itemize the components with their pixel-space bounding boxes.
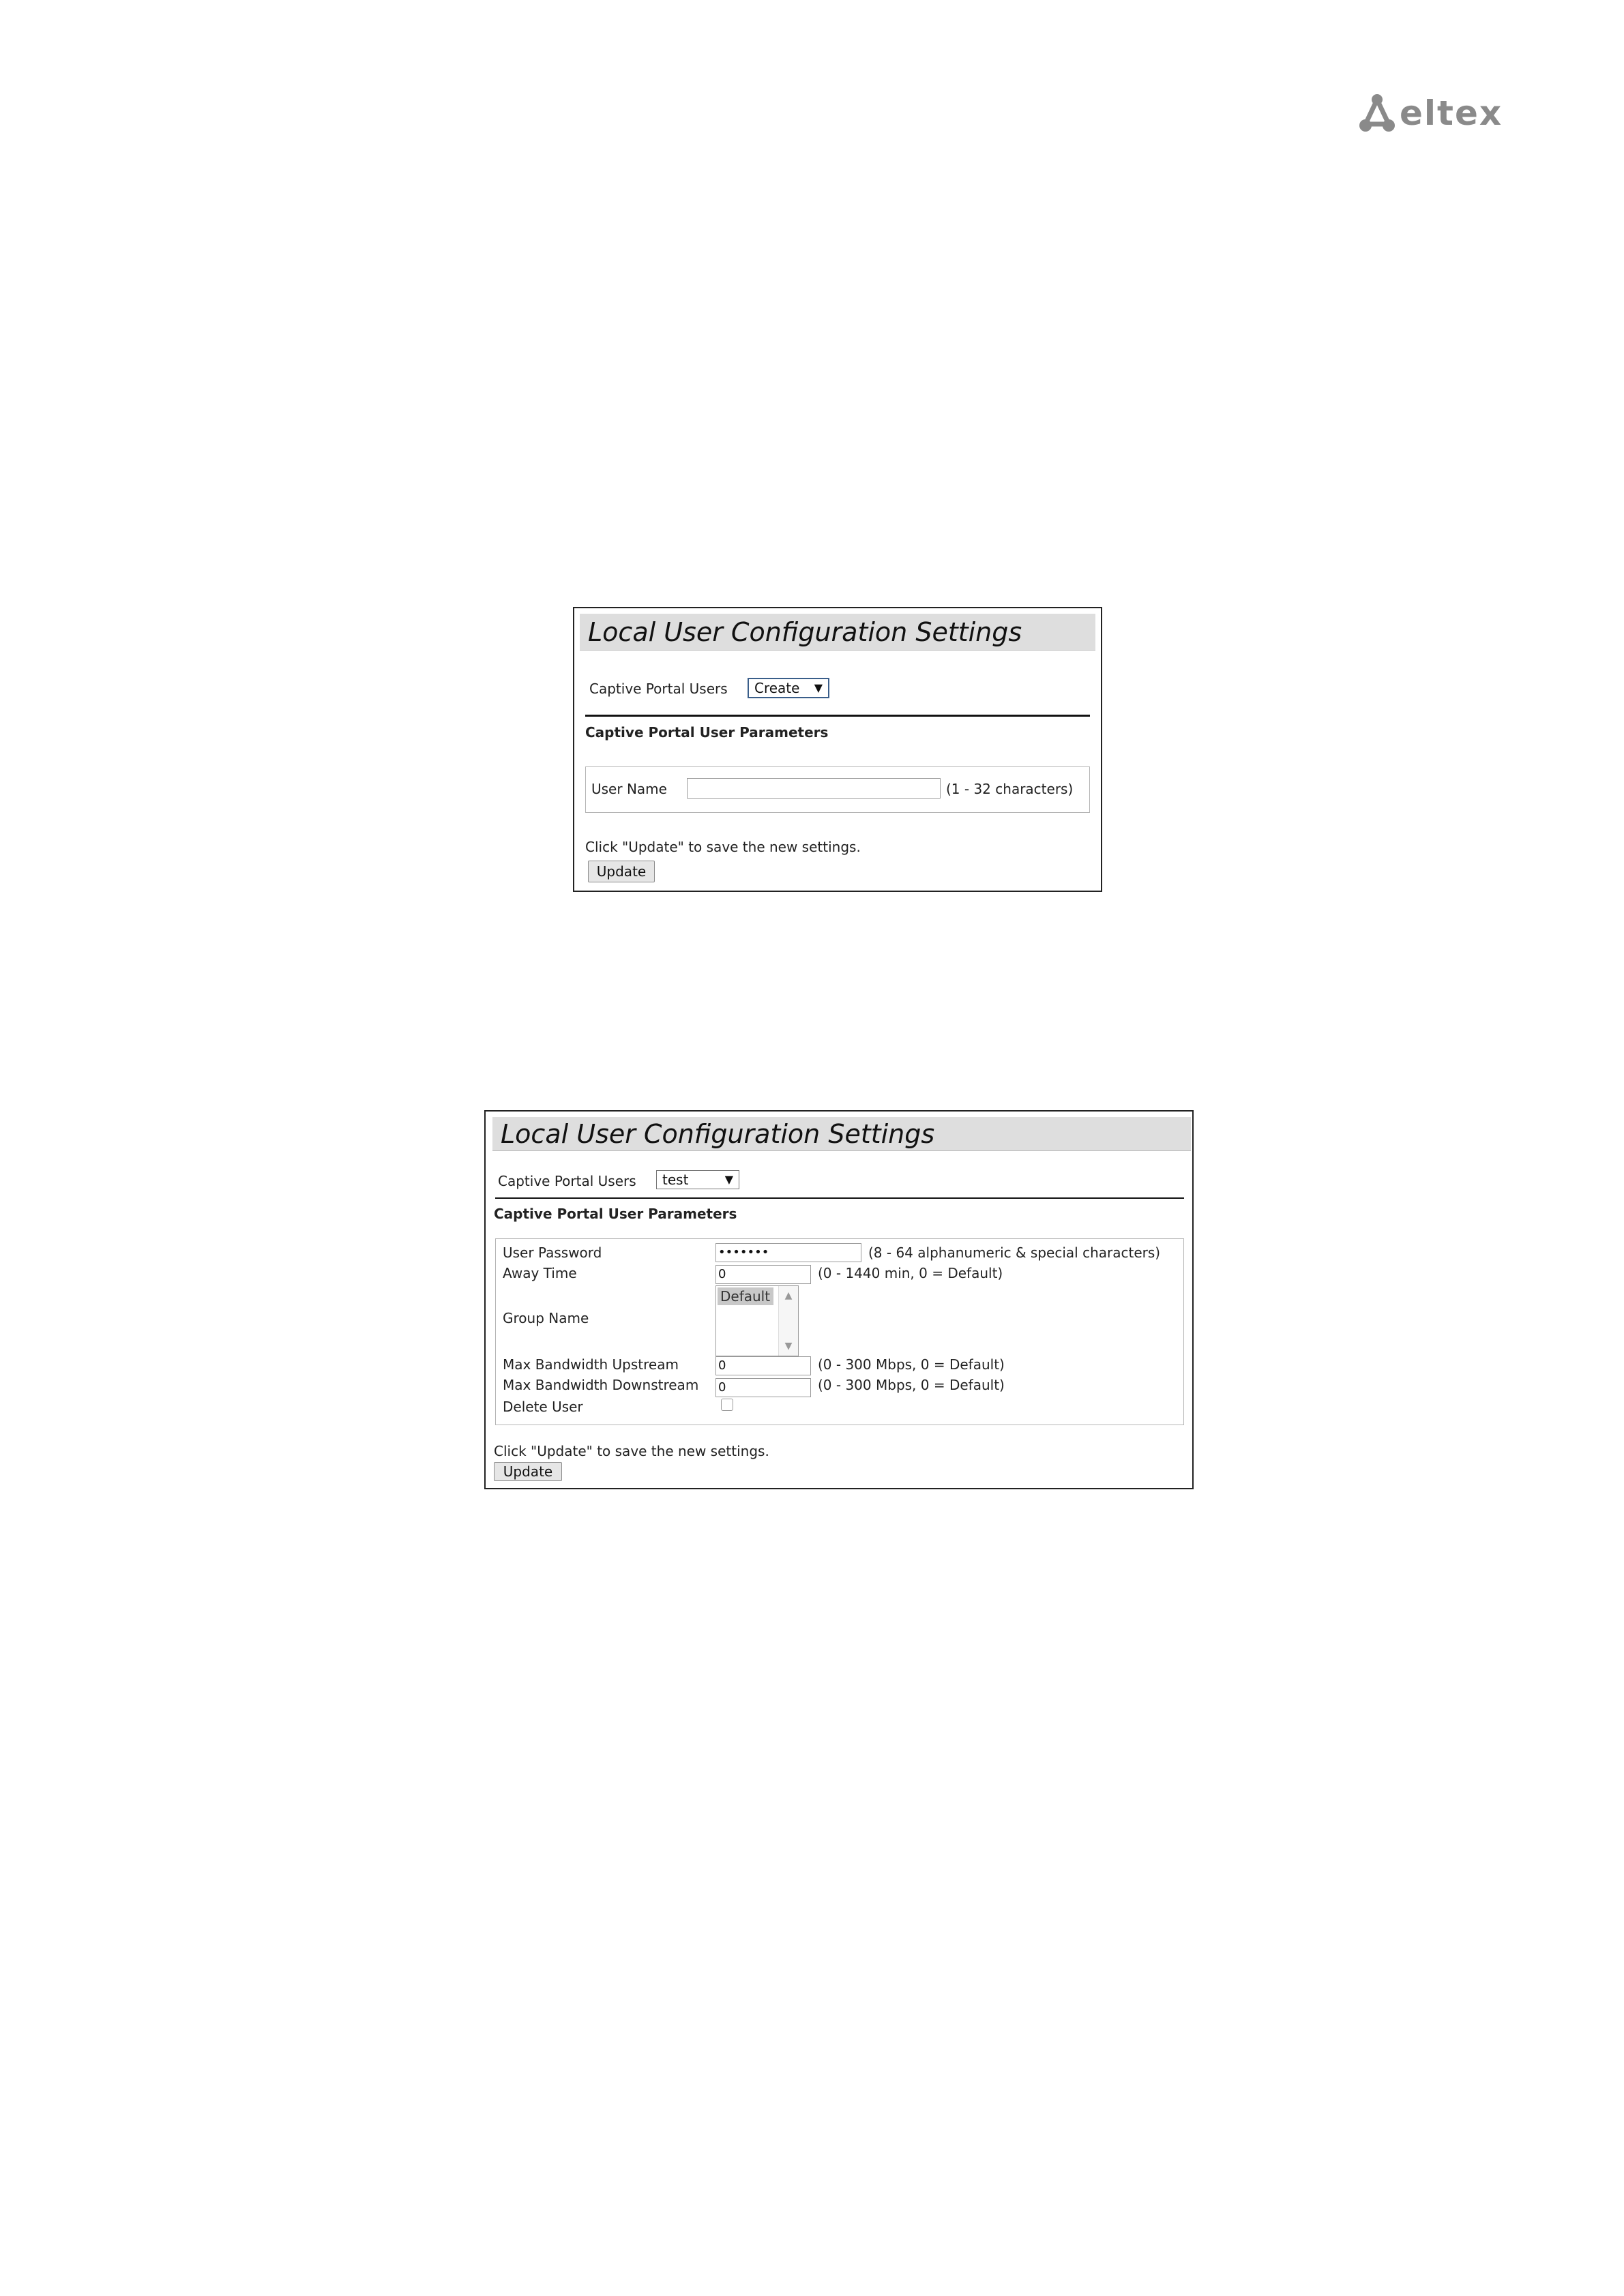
- update-button[interactable]: Update: [588, 861, 655, 882]
- captive-portal-users-select[interactable]: [656, 1170, 739, 1189]
- max-bandwidth-upstream-hint: (0 - 300 Mbps, 0 = Default): [818, 1356, 1005, 1373]
- scroll-down-icon[interactable]: ▼: [784, 1341, 793, 1352]
- max-bandwidth-downstream-label: Max Bandwidth Downstream: [503, 1377, 699, 1393]
- update-button[interactable]: Update: [494, 1462, 562, 1481]
- local-user-config-panel-edit: [484, 1110, 1194, 1489]
- max-bandwidth-upstream-input[interactable]: 0: [715, 1356, 811, 1375]
- eltex-logo: [1357, 93, 1503, 134]
- section-title: Captive Portal User Parameters: [585, 724, 829, 741]
- group-name-listbox[interactable]: [715, 1285, 799, 1356]
- user-password-label: User Password: [503, 1244, 602, 1261]
- captive-portal-users-select[interactable]: [748, 678, 829, 698]
- user-params-fieldset: [495, 1238, 1184, 1425]
- selected-value: Create: [754, 680, 800, 696]
- chevron-down-icon: ▼: [724, 1173, 733, 1186]
- user-name-hint: (1 - 32 characters): [946, 781, 1074, 797]
- group-name-label: Group Name: [503, 1310, 589, 1326]
- max-bandwidth-downstream-hint: (0 - 300 Mbps, 0 = Default): [818, 1377, 1005, 1393]
- captive-portal-users-label: Captive Portal Users: [589, 681, 728, 697]
- group-option-default[interactable]: Default: [718, 1287, 773, 1305]
- user-password-input[interactable]: •••••••: [715, 1243, 861, 1262]
- captive-portal-users-label: Captive Portal Users: [498, 1173, 636, 1189]
- section-title: Captive Portal User Parameters: [494, 1206, 737, 1222]
- local-user-config-panel-create: [573, 607, 1102, 892]
- max-bandwidth-upstream-label: Max Bandwidth Upstream: [503, 1356, 679, 1373]
- eltex-logo-icon: [1357, 93, 1397, 134]
- listbox-scrollbar[interactable]: [778, 1286, 798, 1356]
- away-time-input[interactable]: 0: [715, 1265, 811, 1284]
- save-hint: Click "Update" to save the new settings.: [585, 839, 861, 855]
- panel-title: Local User Configuration Settings: [492, 1117, 1191, 1151]
- delete-user-label: Delete User: [503, 1399, 583, 1415]
- away-time-label: Away Time: [503, 1265, 577, 1281]
- user-password-hint: (8 - 64 alphanumeric & special characters): [868, 1244, 1161, 1261]
- max-bandwidth-downstream-input[interactable]: 0: [715, 1378, 811, 1397]
- away-time-hint: (0 - 1440 min, 0 = Default): [818, 1265, 1003, 1281]
- save-hint: Click "Update" to save the new settings.: [494, 1443, 769, 1459]
- panel-title: Local User Configuration Settings: [580, 614, 1095, 651]
- user-name-label: User Name: [591, 781, 667, 797]
- selected-value: test: [662, 1172, 689, 1188]
- logo-text: eltex: [1400, 93, 1503, 133]
- delete-user-checkbox[interactable]: [721, 1399, 733, 1411]
- user-name-input[interactable]: [687, 778, 941, 799]
- divider: [495, 1197, 1184, 1199]
- scroll-up-icon[interactable]: ▲: [784, 1290, 793, 1301]
- user-params-fieldset: [585, 766, 1090, 813]
- divider: [585, 715, 1090, 717]
- chevron-down-icon: ▼: [814, 681, 823, 694]
